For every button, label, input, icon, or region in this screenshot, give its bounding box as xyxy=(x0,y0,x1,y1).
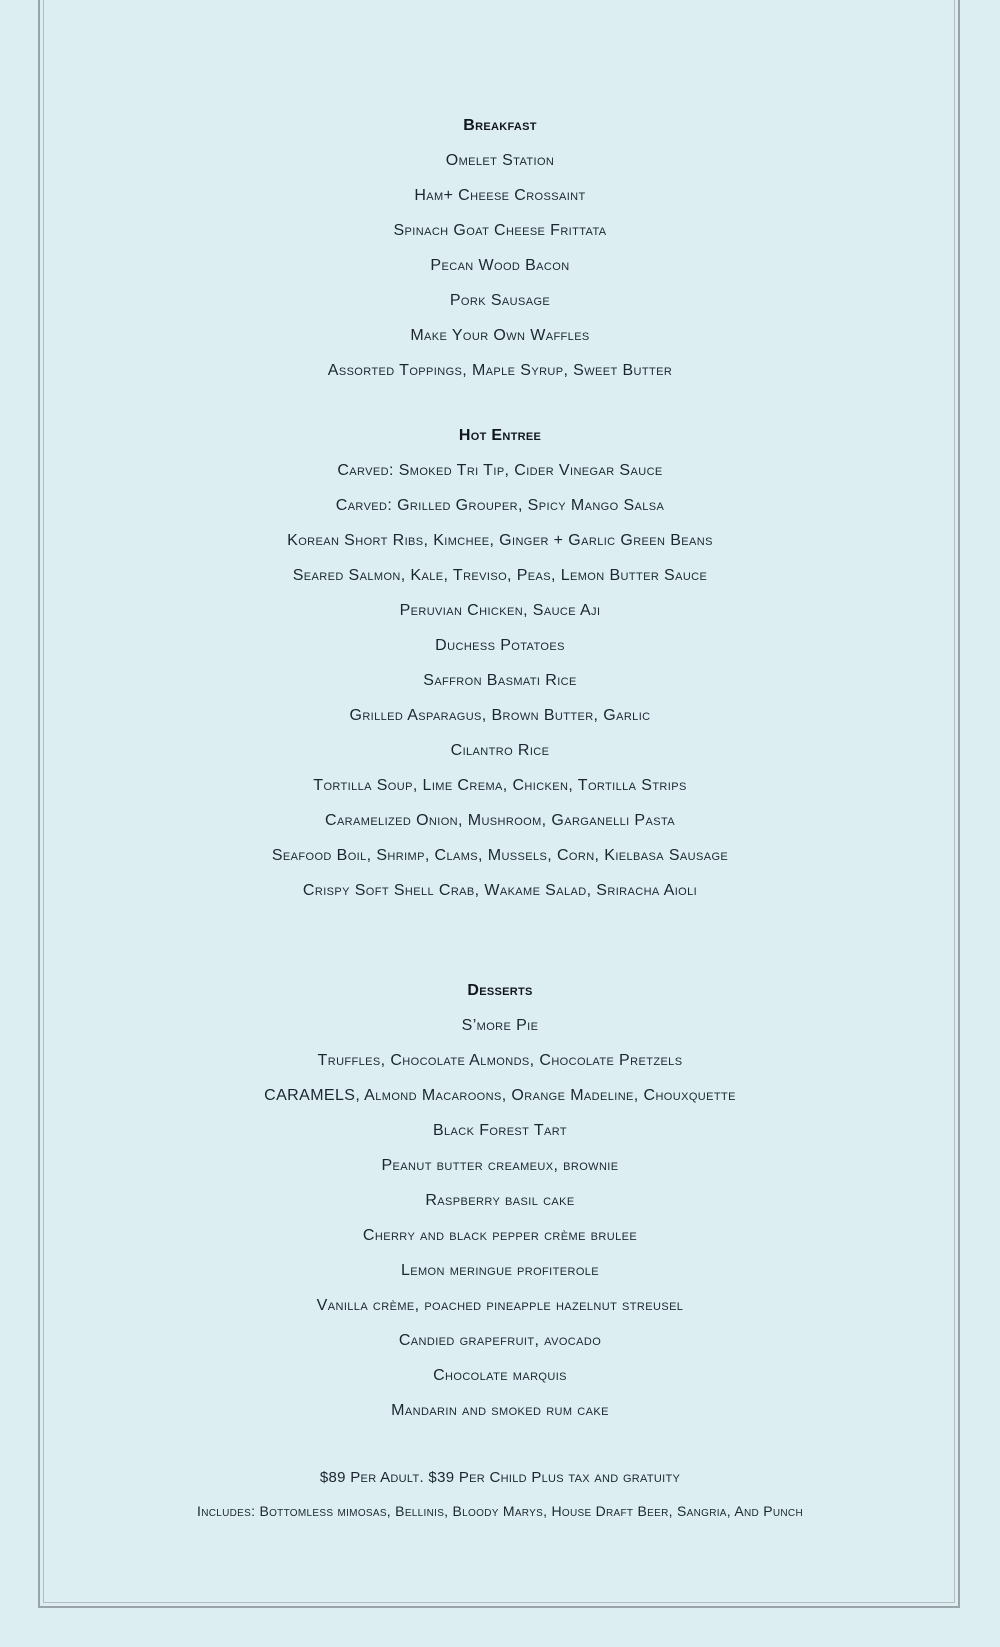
breakfast-heading: Breakfast xyxy=(463,117,537,134)
menu-item: Seared Salmon, Kale, Treviso, Peas, Lemon Butter Sauce xyxy=(292,567,708,584)
menu-item: CARAMELS, Almond Macaroons, Orange Madeline, Chouxquette xyxy=(264,1087,736,1104)
menu-item: Peanut butter creameux, brownie xyxy=(381,1157,619,1174)
menu-item: Caramelized Onion, Mushroom, Garganelli Pasta xyxy=(324,812,675,829)
menu-item: Carved: Smoked Tri Tip, Cider Vinegar Sauce xyxy=(337,462,663,479)
menu-item: Spinach Goat Cheese Frittata xyxy=(393,222,607,239)
menu-item: Korean Short Ribs, Kimchee, Ginger + Garlic Green Beans xyxy=(287,532,713,549)
menu-item: Raspberry basil cake xyxy=(425,1192,575,1209)
includes-text: Includes: Bottomless mimosas, Bellinis, Bloody Marys, House Draft Beer, Sangria, And Punch xyxy=(197,1503,803,1519)
menu-item: Cherry and black pepper crème brulee xyxy=(362,1227,638,1244)
menu-item: Truffles, Chocolate Almonds, Chocolate Pretzels xyxy=(317,1052,683,1069)
menu-item: Grilled Asparagus, Brown Butter, Garlic xyxy=(349,707,651,724)
pricing-text: $89 Per Adult. $39 Per Child Plus tax and gratuity xyxy=(319,1469,681,1486)
menu-item: Seafood Boil, Shrimp, Clams, Mussels, Corn, Kielbasa Sausage xyxy=(271,847,729,864)
menu-item: Lemon meringue profiterole xyxy=(400,1262,600,1279)
menu-item: Saffron Basmati Rice xyxy=(423,672,577,689)
menu-item: Black Forest Tart xyxy=(432,1122,568,1139)
hot-entree-heading: Hot Entree xyxy=(458,427,542,444)
menu-item: Crispy Soft Shell Crab, Wakame Salad, Sriracha Aioli xyxy=(302,882,698,899)
menu-item: Candied grapefruit, avocado xyxy=(398,1332,602,1349)
desserts-heading: Desserts xyxy=(467,982,533,999)
menu-item: Mandarin and smoked rum cake xyxy=(391,1402,609,1419)
menu-item: Vanilla crème, poached pineapple hazelnut streusel xyxy=(316,1297,684,1314)
menu-item: Chocolate marquis xyxy=(433,1367,567,1384)
menu-item: S’more Pie xyxy=(461,1017,539,1034)
menu-item: Pork Sausage xyxy=(449,292,551,309)
menu-item: Make Your Own Waffles xyxy=(410,327,590,344)
menu-item: Carved: Grilled Grouper, Spicy Mango Salsa xyxy=(335,497,665,514)
menu-item: Duchess Potatoes xyxy=(435,637,565,654)
menu-item: Omelet Station xyxy=(445,152,555,169)
menu-item: Ham+ Cheese Crossaint xyxy=(414,187,586,204)
menu-item: Peruvian Chicken, Sauce Aji xyxy=(399,602,601,619)
menu-item: Cilantro Rice xyxy=(450,742,550,759)
menu-item: Pecan Wood Bacon xyxy=(430,257,570,274)
menu-item: Assorted Toppings, Maple Syrup, Sweet Butter xyxy=(327,362,673,379)
menu-item: Tortilla Soup, Lime Crema, Chicken, Tortilla Strips xyxy=(313,777,687,794)
